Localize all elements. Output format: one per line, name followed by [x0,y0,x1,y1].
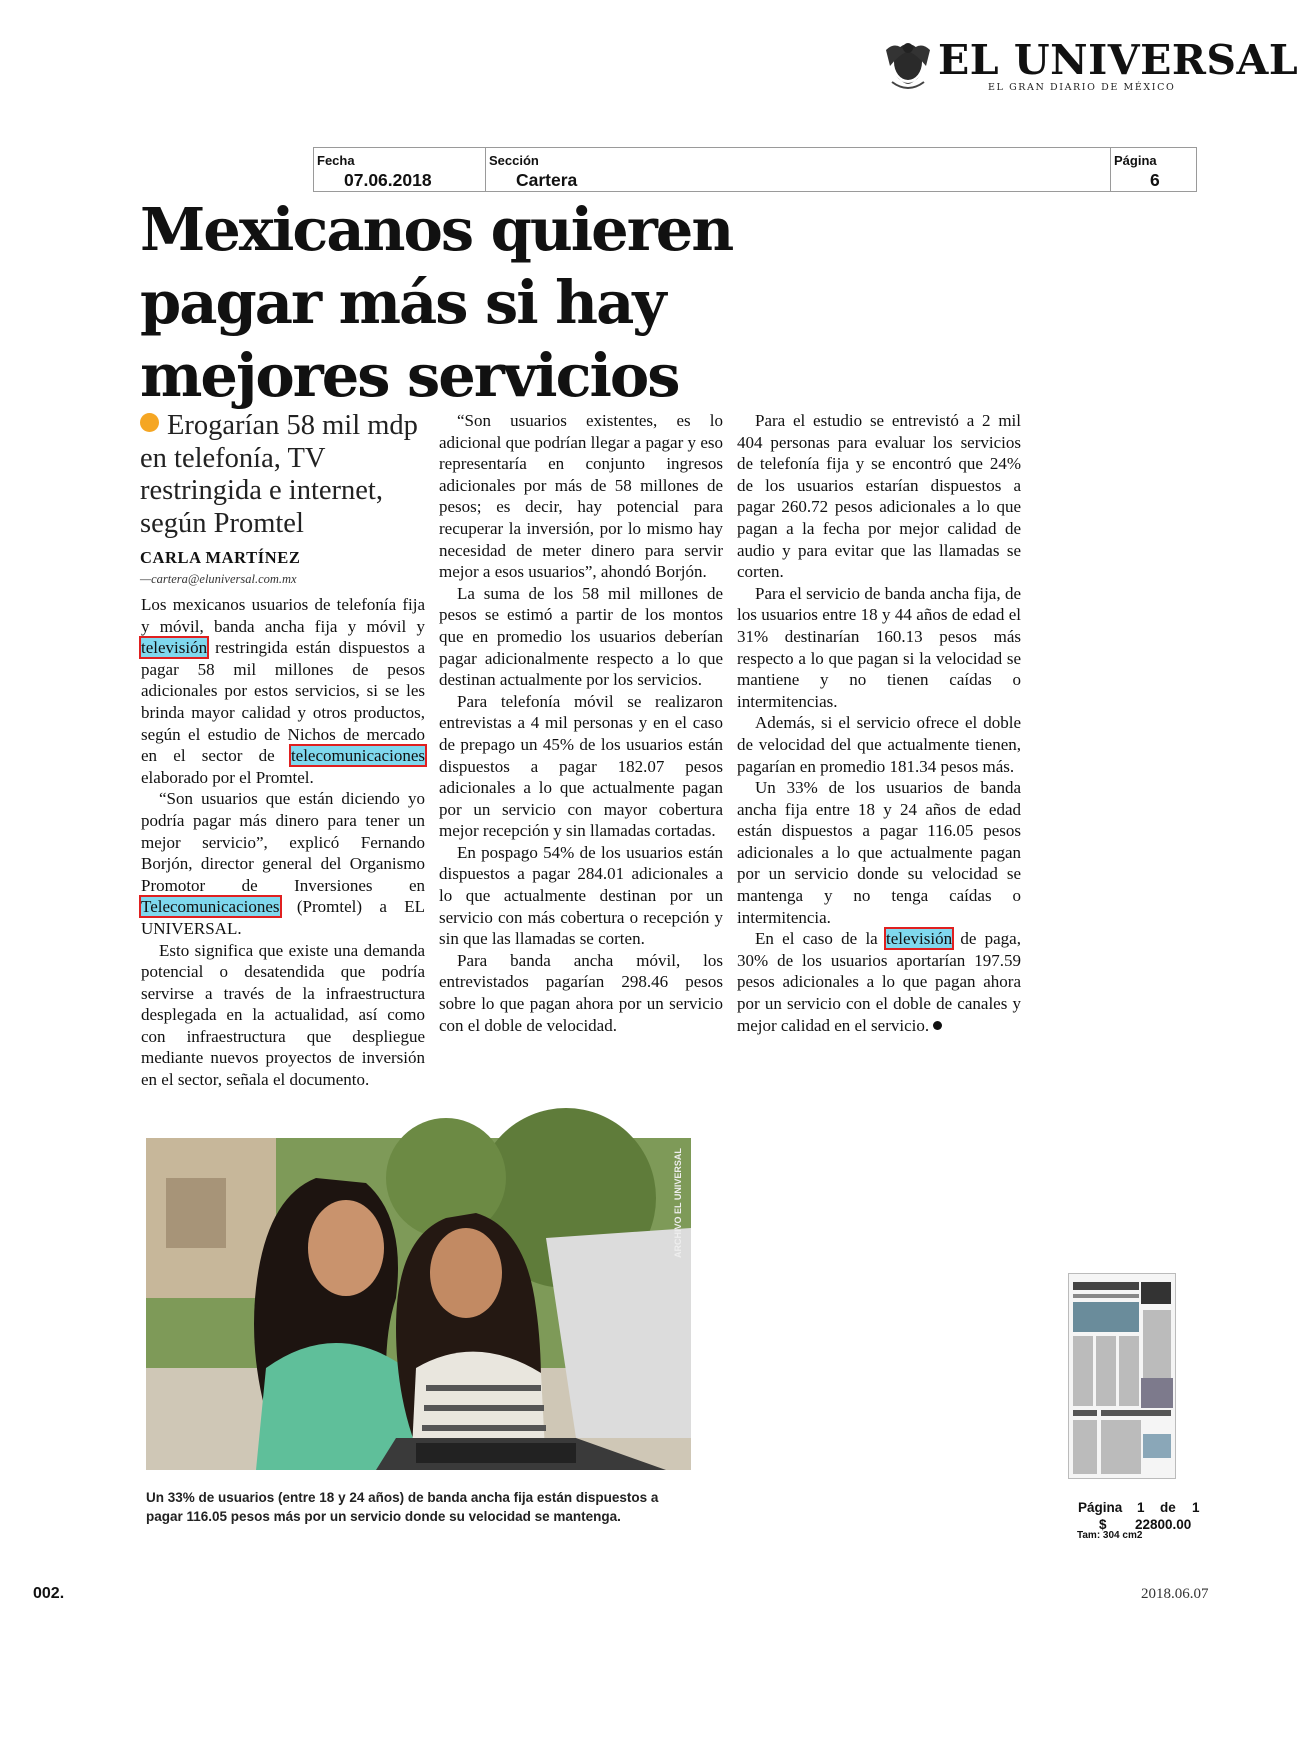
body-paragraph: En el caso de la televisión de paga, 30% de los usuarios aportarían 197.59 pesos adicionales a lo que pagan ahora por un servicio con el doble de canales y mejor calidad en el servicio. [737,929,1021,1035]
photo-illustration [146,1138,691,1470]
photo-caption: Un 33% de usuarios (entre 18 y 24 años) de banda ancha fija están dispuestos a pagar 116.05 pesos más por un servicio donde su velocidad se mantenga. [146,1490,659,1524]
photo-credit [666,1140,688,1260]
byline: CARLA MARTÍNEZ [140,548,301,567]
body-column-2 [439,410,723,1036]
body-paragraph: “Son usuarios que están diciendo yo podría pagar más dinero para tener un mejor servicio”, explicó Fernando Borjón, director general del Organismo Promotor de Inversiones en Telecomunicaciones (Promtel) a EL UNIVERSAL. [141,789,425,938]
body-column-3 [737,410,1021,1036]
pagina-value: 6 [1150,170,1160,190]
clipping-info-box [313,147,1197,192]
photo-credit-text: ARCHIVO EL UNIVERSAL [673,1148,683,1258]
highlighted-keyword: televisión [885,929,953,949]
body-paragraph: En pospago 54% de los usuarios están dispuestos a pagar 284.01 adicionales a lo que actualmente destinan por un servicio con más cobertura o recepción y sin que las llamadas se corten. [439,842,723,949]
paper-tagline: EL GRAN DIARIO DE MÉXICO [988,82,1176,93]
pager-currency: $ [1099,1517,1107,1532]
body-paragraph: La suma de los 58 mil millones de pesos se estimó a partir de los montos que en promedio los usuarios deberían pagar adicionalmente respecto a lo que destinan actualmente por los servicios. [439,583,723,690]
pager-label: Página [1078,1500,1123,1515]
highlighted-keyword: telecomunicaciones [290,746,425,766]
body-paragraph: Un 33% de los usuarios de banda ancha fija entre 18 y 24 años de edad están dispuestos a pagar 116.05 pesos adicionales a lo que actualmente pagan por un servicio donde su velocidad se mantenga y no tenga caídas o intermitencia. [737,778,1021,927]
pager-de: de [1160,1500,1176,1515]
article-photo [146,1138,691,1470]
seccion-cell [486,148,1111,191]
highlighted-keyword: televisión [141,638,208,658]
body-paragraph: Para banda ancha móvil, los entrevistados pagarían 298.46 pesos sobre lo que pagan ahora por un servicio con el doble de velocidad. [439,950,723,1035]
pager-size: Tam: 304 cm2 [1077,1530,1143,1541]
pagina-cell [1111,148,1197,191]
body-paragraph: Para el estudio se entrevistó a 2 mil 404 personas para evaluar los servicios de telefonía fija y se encontró que 24% de los usuarios estarían dispuestos a pagar 260.72 pesos adicionales a lo que pagan a la fecha por mejor calidad de audio y para evitar que las llamadas se corten. [737,411,1021,582]
subhead-text: Erogarían 58 mil mdp en telefonía, TV restringida e internet, según Promtel [140,410,418,539]
body-paragraph: Además, si el servicio ofrece el doble de velocidad del que actualmente tienen, pagarían en promedio 181.34 pesos más. [737,713,1021,776]
seccion-label: Sección [489,153,539,168]
pager-total: 1 [1192,1500,1200,1515]
body-paragraph: Los mexicanos usuarios de telefonía fija y móvil, banda ancha fija y móvil y televisión restringida están dispuestos a pagar 58 mil millones de pesos adicionales por estos servicios, si se les brinda mayor calidad y otros productos, según el estudio de Nichos de mercado en el sector de telecomunicaciones elaborado por el Promtel. [141,595,425,787]
author-email: —cartera@eluniversal.com.mx [140,572,297,586]
pagina-label: Página [1114,153,1157,168]
fecha-cell [314,148,486,191]
article-subhead [140,410,430,540]
article-headline: Mexicanos quieren pagar más si hay mejores servicios [140,195,733,410]
pager-current: 1 [1137,1500,1145,1515]
footer-code: 002. [33,1585,65,1602]
masthead [882,36,1298,96]
paper-name: EL UNIVERSAL [938,36,1298,84]
end-of-article-icon [933,1021,942,1030]
seccion-value: Cartera [516,170,578,190]
pager-amount: 22800.00 [1135,1517,1192,1532]
page-thumbnail [1068,1273,1176,1479]
subhead-bullet-icon [140,413,159,432]
body-column-1 [141,594,425,1091]
fecha-value: 07.06.2018 [344,170,432,190]
footer-date: 2018.06.07 [1141,1586,1209,1602]
body-paragraph: Para telefonía móvil se realizaron entrevistas a 4 mil personas y en el caso de prepago un 45% de los usuarios están dispuestos a pagar 182.07 pesos adicionales a lo que actualmente pagan por un servicio con mayor cobertura mejor recepción y sin llamadas cortadas. [439,691,723,841]
body-paragraph: Para el servicio de banda ancha fija, de los usuarios entre 18 y 44 años de edad el 31% destinarían 160.13 pesos más respecto a lo que pagan si la velocidad se mantiene y no tienen caídas o intermitencias. [737,583,1021,711]
eagle-logo-icon [882,36,934,92]
highlighted-keyword: Telecomunicaciones [141,897,280,917]
page-thumbnail-preview [1069,1274,1175,1478]
body-paragraph: “Son usuarios existentes, es lo adicional que podrían llegar a pagar y eso representaría en conjunto ingresos adicionales por más de 58 millones de pesos; es decir, hay potencial para recuperar la inversión, por lo mismo hay necesidad de meter dinero para servir mejor a esos usuarios”, ahondó Borjón. [439,411,723,582]
body-paragraph: Esto significa que existe una demanda potencial o desatendida que podría servirse a través de la infraestructura desplegada en la actualidad, así como con infraestructura que despliegue mediante nuevos proyectos de inversión en el sector, señala el documento. [141,940,425,1090]
fecha-label: Fecha [317,153,355,168]
